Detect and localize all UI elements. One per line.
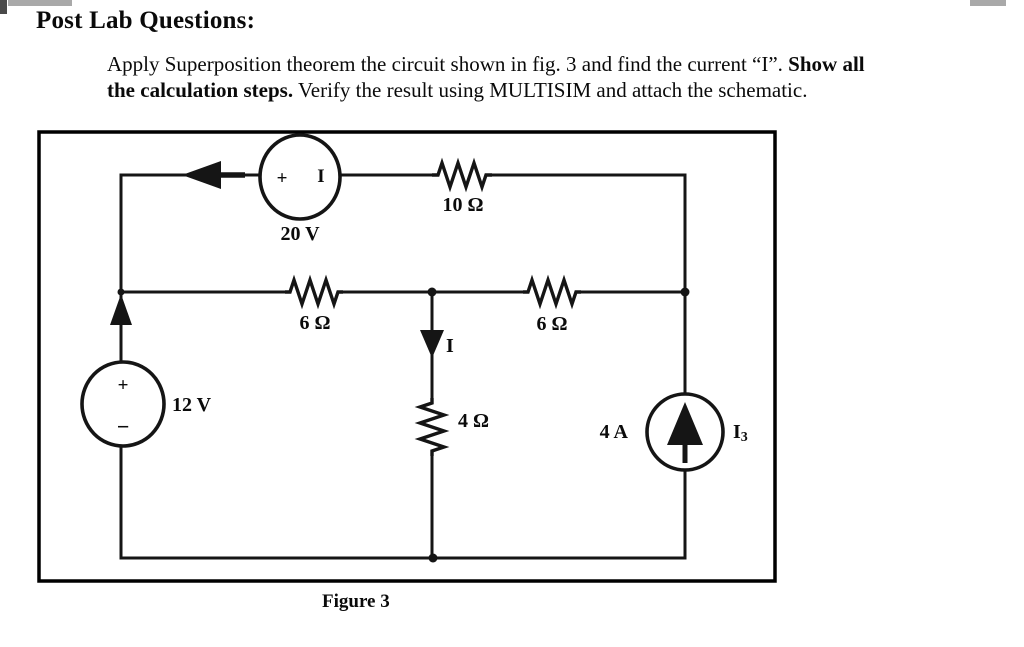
label-i3-name: I [733, 421, 741, 443]
label-i3-sub: 3 [740, 430, 748, 445]
top-current-arrow-icon [182, 161, 221, 189]
label-12v-minus: − [116, 414, 130, 439]
question-line1-normal: Apply Superposition theorem the circuit shown in fig. 3 and find the current “I”. [107, 52, 789, 76]
question-line2-bold: the calculation steps. [107, 78, 294, 102]
question-text [107, 51, 865, 103]
label-20v-plus: + [276, 168, 288, 189]
node-right-middle [681, 288, 690, 297]
node-left-middle [118, 289, 125, 296]
resistor-6ohm-right-symbol [523, 280, 581, 304]
label-12v-plus: + [117, 375, 129, 396]
circuit-figure [37, 130, 777, 583]
figure-caption: Figure 3 [322, 591, 390, 612]
resistor-6ohm-left-symbol [285, 280, 343, 304]
page-margin-mark-right [970, 0, 1006, 6]
node-center-bottom [429, 554, 438, 563]
question-line-1 [107, 51, 865, 77]
page-corner-tick-left [0, 0, 7, 14]
label-4a: 4 A [599, 421, 628, 443]
label-20v: 20 V [280, 223, 320, 245]
page-margin-mark-left [8, 0, 72, 6]
node-center-middle [428, 288, 437, 297]
label-6ohm-right: 6 Ω [536, 313, 568, 335]
label-i3 [733, 421, 748, 445]
page-title: Post Lab Questions: [36, 7, 256, 34]
question-line2-normal: Verify the result using MULTISIM and attach the schematic. [293, 78, 808, 102]
label-6ohm-left: 6 Ω [299, 312, 331, 334]
label-10ohm: 10 Ω [442, 194, 484, 216]
question-line-2 [107, 77, 865, 103]
question-line1-bold: Show all [788, 52, 865, 76]
label-12v: 12 V [172, 394, 212, 416]
voltage-source-20v-circle [260, 135, 340, 219]
branch-current-arrow-icon [420, 330, 444, 358]
label-20v-terminal: I [317, 166, 325, 187]
figure-border [39, 132, 775, 581]
resistor-10ohm-symbol [432, 163, 492, 187]
resistor-4ohm-symbol [420, 398, 444, 456]
left-up-arrow-icon [110, 294, 132, 325]
label-branch-current: I [446, 335, 454, 357]
label-4ohm: 4 Ω [458, 410, 490, 432]
wires [121, 175, 685, 558]
